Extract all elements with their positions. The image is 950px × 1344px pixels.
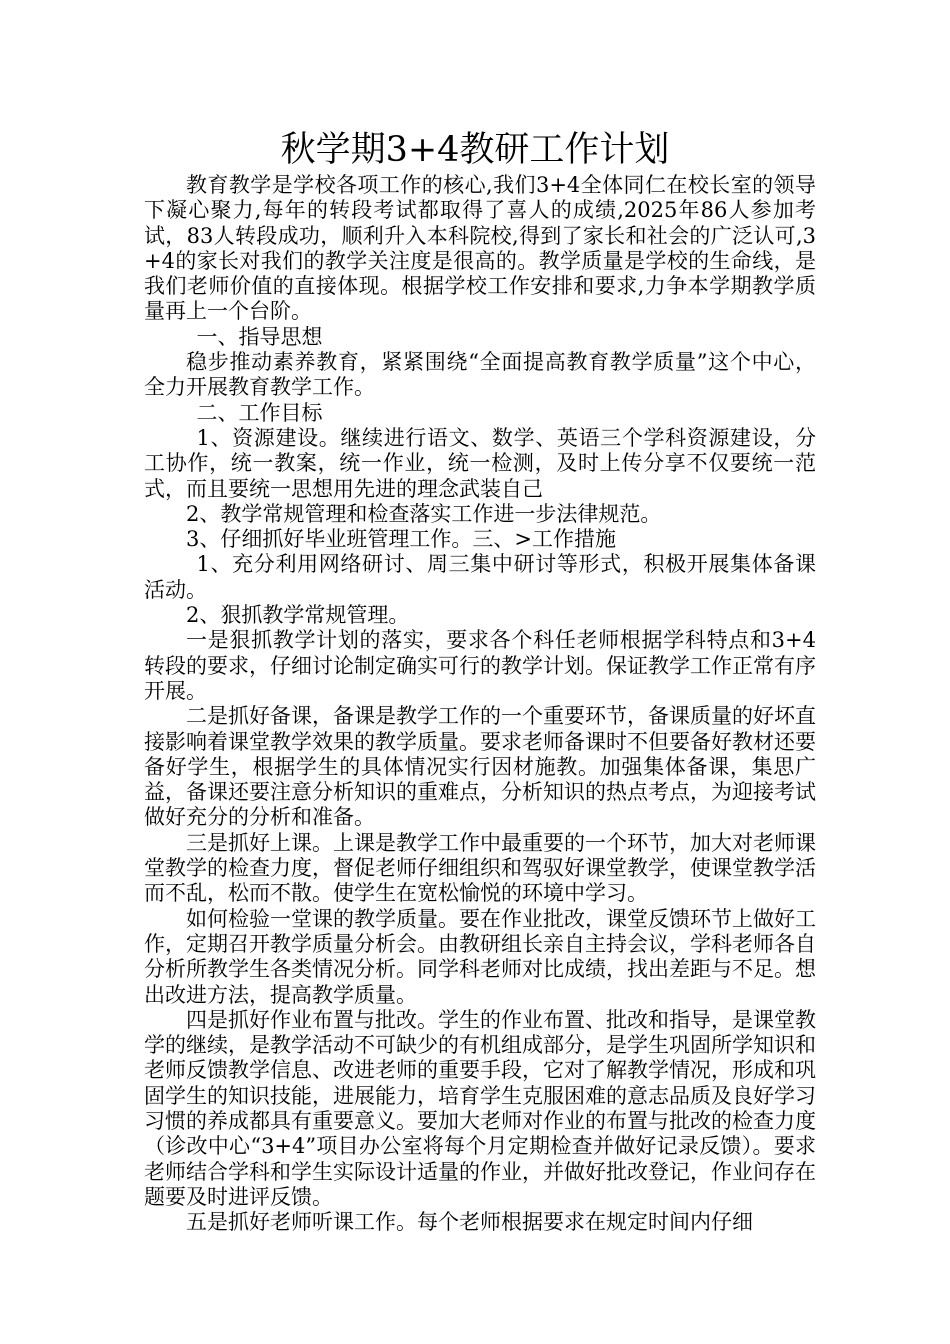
paragraph-teaching-plan: 一是狠抓教学计划的落实，要求各个科任老师根据学科特点和3+4转段的要求，仔细讨论制定确实可行的教学计划。保证教学工作正常有序开展。 — [144, 628, 816, 703]
goal-item-3: 3、仔细抓好毕业班管理工作。三、>工作措施 — [186, 527, 616, 552]
measure-item-1: 1、充分利用网络研讨、周三集中研讨等形式，积极开展集体备课活动。 — [144, 552, 816, 602]
paragraph-intro: 教育教学是学校各项工作的核心,我们3+4全体同仁在校长室的领导下凝心聚力,每年的转段考试都取得了喜人的成绩,2025年86人参加考试，83人转段成功，顺利升入本科院校,得到了家长和社会的广泛认可,3+4的家长对我们的教学关注度是很高的。教学质量是学校的生命线，是我们老师价值的直接体现。根据学校工作安排和要求,力争本学期教学质量再上一个台阶。 — [144, 173, 816, 324]
goal-item-1: 1、资源建设。继续进行语文、数学、英语三个学科资源建设，分工协作，统一教案，统一作业，统一检测，及时上传分享不仅要统一范式，而且要统一思想用先进的理念武装自己 — [144, 425, 816, 501]
paragraph-guiding-ideology: 稳步推动素养教育，紧紧围绕“全面提高教育教学质量”这个中心，全力开展教育教学工作。 — [144, 350, 816, 400]
paragraph-lesson-preparation: 二是抓好备课，备课是教学工作的一个重要环节，备课质量的好坏直接影响着课堂教学效果的教学质量。要求老师备课时不但要备好教材还要备好学生，根据学生的具体情况实行因材施教。加强集体备课，集思广益，备课还要注意分析知识的重难点，分析知识的热点考点，为迎接考试做好充分的分析和准备。 — [144, 704, 816, 830]
paragraph-homework: 四是抓好作业布置与批改。学生的作业布置、批改和指导，是课堂教学的继续，是教学活动不可缺少的有机组成部分，是学生巩固所学知识和老师反馈教学信息、改进老师的重要手段，它对了解教学情况，形成和巩固学生的知识技能，进展能力，培育学生克服困难的意志品质及良好学习习惯的养成都具有重要意义。要加大老师对作业的布置与批改的检查力度（诊改中心“3+4”项目办公室将每个月定期检查并做好记录反馈）。要求老师结合学科和学生实际设计适量的作业，并做好批改登记，作业问存在题要及时进评反馈。 — [144, 1007, 816, 1209]
paragraph-quality-check: 如何检验一堂课的教学质量。要在作业批改，课堂反馈环节上做好工作，定期召开教学质量分析会。由教研组长亲自主持会议，学科老师各自分析所教学生各类情况分析。同学科老师对比成绩，找出差距与不足。想出改进方法，提高教学质量。 — [144, 906, 816, 1007]
goal-item-2: 2、教学常规管理和检查落实工作进一步法律规范。 — [186, 501, 662, 526]
measure-item-2: 2、狠抓教学常规管理。 — [186, 603, 410, 628]
section-heading-guiding-ideology: 一、指导思想 — [196, 324, 323, 349]
section-heading-work-goals: 二、工作目标 — [196, 400, 323, 425]
document-body — [144, 173, 816, 1235]
document-title: 秋学期3+4教研工作计划 — [280, 130, 670, 170]
paragraph-lesson-observation: 五是抓好老师听课工作。每个老师根据要求在规定时间内仔细 — [186, 1210, 753, 1235]
paragraph-classroom-teaching: 三是抓好上课。上课是教学工作中最重要的一个环节，加大对老师课堂教学的检查力度，督促老师仔细组织和驾驭好课堂教学，使课堂教学活而不乱，松而不散。使学生在宽松愉悦的环境中学习。 — [144, 830, 816, 906]
